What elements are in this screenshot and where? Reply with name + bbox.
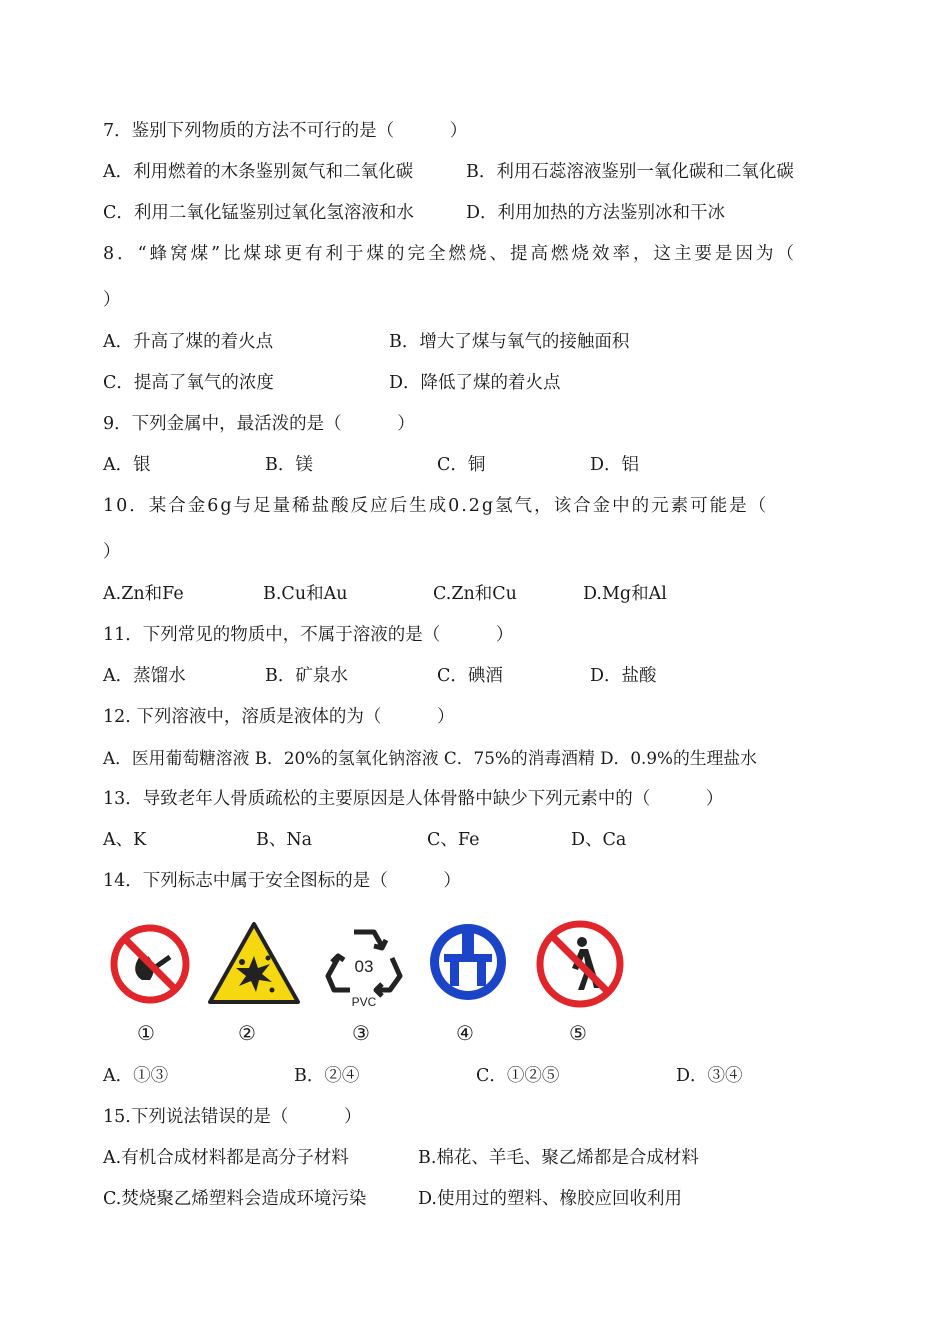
question-12-options: A．医用葡萄糖溶液 B．20%的氢氧化钠溶液 C．75%的消毒酒精 D．0.9%的生理盐水	[103, 748, 757, 768]
no-fire-sign-icon	[102, 918, 198, 1010]
question-10-stem: 10．某合金6g与足量稀盐酸反应后生成0.2g氢气，该合金中的元素可能是（	[103, 496, 769, 516]
question-10-option-c: C.Zn和Cu	[433, 584, 517, 604]
question-10-option-d: D.Mg和Al	[583, 584, 667, 604]
sign-number-1: ①	[137, 1021, 155, 1045]
question-9-option-d: D．铝	[590, 455, 640, 475]
question-8-option-c: C．提高了氧气的浓度	[103, 373, 274, 393]
question-13-option-d: D、Ca	[571, 830, 627, 850]
question-9-stem: 9．下列金属中，最活泼的是（ ）	[103, 414, 415, 434]
question-12-stem: 12. 下列溶液中，溶质是液体的为（ ）	[103, 707, 455, 727]
recycle-code: 03	[354, 957, 374, 976]
sign-number-3: ③	[352, 1021, 370, 1045]
question-7-stem: 7．鉴别下列物质的方法不可行的是（ ）	[103, 121, 468, 141]
question-14-option-b: B．②④	[294, 1066, 360, 1086]
question-14-option-d: D．③④	[676, 1066, 743, 1086]
question-15-option-a: A.有机合成材料都是高分子材料	[103, 1148, 349, 1168]
question-15-option-c: C.焚烧聚乙烯塑料会造成环境污染	[103, 1189, 367, 1209]
question-9-option-b: B．镁	[265, 455, 313, 475]
question-10-option-a: A.Zn和Fe	[103, 584, 184, 604]
explosive-warning-sign-icon	[206, 918, 302, 1010]
sign-number-5: ⑤	[569, 1021, 587, 1045]
question-11-option-a: A．蒸馏水	[103, 666, 186, 686]
question-8-option-a: A．升高了煤的着火点	[103, 332, 274, 352]
question-7-option-d: D．利用加热的方法鉴别冰和干冰	[466, 203, 726, 223]
question-14-option-c: C．①②⑤	[476, 1066, 560, 1086]
question-13-option-a: A、K	[103, 830, 147, 850]
question-11-option-c: C．碘酒	[437, 666, 503, 686]
question-15-option-d: D.使用过的塑料、橡胶应回收利用	[418, 1189, 682, 1209]
question-10-option-b: B.Cu和Au	[263, 584, 348, 604]
sign-number-4: ④	[456, 1021, 474, 1045]
question-7-option-c: C．利用二氧化锰鉴别过氧化氢溶液和水	[103, 203, 414, 223]
blue-circle-sign-icon	[420, 918, 516, 1010]
question-13-option-b: B、Na	[256, 830, 313, 850]
question-7-option-a: A．利用燃着的木条鉴别氮气和二氧化碳	[103, 162, 414, 182]
question-14-option-a: A．①③	[103, 1066, 169, 1086]
question-7-option-b: B．利用石蕊溶液鉴别一氧化碳和二氧化碳	[466, 162, 794, 182]
question-13-option-c: C、Fe	[427, 830, 480, 850]
question-8-stem-end: ）	[103, 290, 121, 310]
question-13-stem: 13．导致老年人骨质疏松的主要原因是人体骨骼中缺少下列元素中的（ ）	[103, 789, 724, 809]
no-walking-sign-icon	[532, 918, 628, 1010]
question-8-option-d: D．降低了煤的着火点	[389, 373, 561, 393]
recycle-label: PVC	[351, 995, 377, 1009]
question-14-stem: 14．下列标志中属于安全图标的是（ ）	[103, 871, 461, 891]
question-9-option-c: C．铜	[437, 455, 486, 475]
question-11-option-d: D．盐酸	[590, 666, 657, 686]
sign-number-2: ②	[238, 1021, 256, 1045]
question-11-option-b: B．矿泉水	[265, 666, 348, 686]
question-15-stem: 15.下列说法错误的是（ ）	[103, 1107, 362, 1127]
question-10-stem-end: ）	[103, 542, 121, 562]
question-8-option-b: B．增大了煤与氧气的接触面积	[389, 332, 630, 352]
question-8-stem: 8．“蜂窝煤”比煤球更有利于煤的完全燃烧、提高燃烧效率，这主要是因为（	[103, 244, 798, 264]
question-15-option-b: B.棉花、羊毛、聚乙烯都是合成材料	[418, 1148, 699, 1168]
question-9-option-a: A．银	[103, 455, 151, 475]
question-11-stem: 11．下列常见的物质中，不属于溶液的是（ ）	[103, 625, 514, 645]
pvc-recycling-sign-icon	[316, 918, 412, 1010]
